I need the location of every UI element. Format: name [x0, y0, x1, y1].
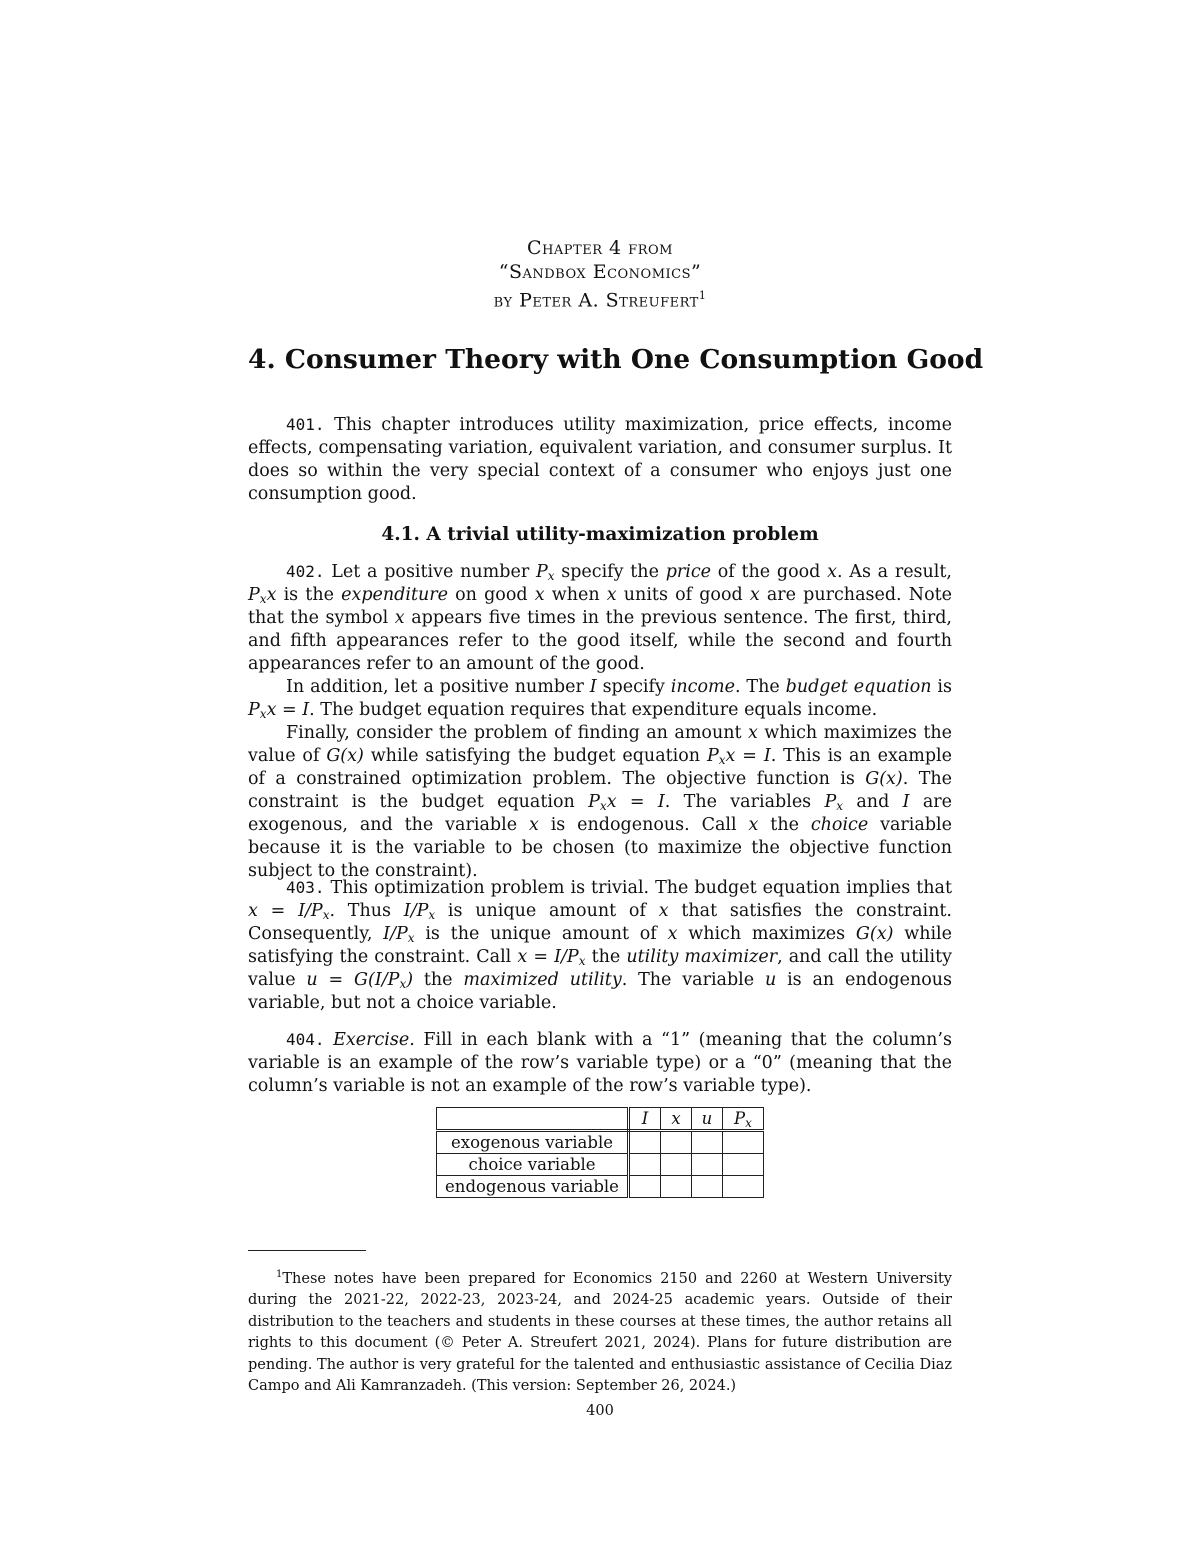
table-row: [437, 1131, 764, 1154]
table-row: [437, 1154, 764, 1176]
text-run: while satisfying the constraint. Call: [248, 924, 953, 967]
text-run: appears five times in the previous sentence. The first, third, and fifth appearances refer to the good itself, while the second and fourth appearances refer to an amount of the good.: [248, 608, 952, 674]
text-run: that satisfies the constraint. Consequently,: [248, 901, 952, 944]
math-budget-equation: $P_xx = I$: [706, 746, 771, 767]
math-Gx: G(x): [855, 924, 894, 944]
page-number: 400: [586, 1403, 614, 1419]
text-run: are exogenous, and the variable: [248, 792, 952, 835]
column-header-Px: $P_x$: [723, 1108, 764, 1131]
paragraph-402-problem: [248, 722, 952, 883]
math-x-equals: $x = I/P_x$: [517, 947, 586, 968]
text-run: which maximizes: [677, 924, 856, 944]
footnote-text: These notes have been prepared for Economics 2150 and 2260 at Western University during the 2021-22, 2022-23, 2023-24, and 2024-25 academic years. Outside of their distribution to the teachers and students in these courses at these times, the author retains all rights to this document (© Peter A. Streufert 2021, 2024). Plans for future distribution are pending. The author is very grateful for the talented and enthusiastic assistance of Cecilia Diaz Campo and Ali Kamranzadeh. (This version: September 26, 2024.): [248, 1270, 952, 1395]
blank-cell[interactable]: [629, 1131, 661, 1154]
paragraph-403: [248, 876, 952, 1015]
row-label-exogenous: exogenous variable: [437, 1131, 629, 1154]
chapter-title: 4. Consumer Theory with One Consumption Good: [248, 344, 984, 375]
row-label-choice: choice variable: [437, 1154, 629, 1176]
blank-cell[interactable]: [661, 1154, 692, 1176]
text-run: is unique amount of: [435, 901, 659, 921]
exercise-table: [436, 1107, 764, 1198]
text-run: is an endogenous variable, but not a choice variable.: [248, 970, 953, 1013]
math-x: x: [528, 815, 539, 835]
math-x: x: [748, 815, 759, 835]
paragraph-number: 401.: [286, 415, 325, 434]
text-run: which maximizes the value of: [248, 723, 952, 766]
math-x: x: [394, 608, 405, 628]
blank-cell[interactable]: [661, 1176, 692, 1198]
header-line-2: “Sandbox Economics”: [498, 261, 702, 283]
blank-cell[interactable]: [692, 1131, 723, 1154]
math-x: x: [534, 585, 545, 605]
math-I: I: [902, 792, 910, 812]
math-x-equals: $x = I/P_x$: [248, 901, 330, 922]
row-label-endogenous: endogenous variable: [437, 1176, 629, 1198]
header-line-1: Chapter 4 from: [527, 237, 673, 259]
paragraph-402-income: [248, 676, 952, 722]
math-x: x: [606, 585, 617, 605]
blank-cell[interactable]: [692, 1176, 723, 1198]
paragraph-401: [248, 413, 952, 506]
term-price: price: [665, 562, 712, 582]
text-run: when: [544, 585, 607, 605]
footnote: [248, 1264, 952, 1398]
text-run: . The budget equation requires that expenditure equals income.: [309, 700, 878, 720]
blank-cell[interactable]: [723, 1154, 764, 1176]
blank-cell[interactable]: [723, 1131, 764, 1154]
footnote-divider: [248, 1250, 366, 1251]
text-run: while satisfying the budget equation: [363, 746, 707, 766]
blank-cell[interactable]: [629, 1154, 661, 1176]
text-run: Let a positive number: [331, 562, 536, 582]
paragraph-number: 403.: [286, 878, 325, 897]
footnote-number: 1: [276, 1269, 283, 1280]
text-run: the: [585, 947, 627, 967]
text-run: This optimization problem is trivial. The budget equation implies that: [330, 878, 952, 898]
text-run: on good: [448, 585, 535, 605]
text-run: the: [413, 970, 464, 990]
paragraph-404: [248, 1028, 952, 1098]
blank-cell[interactable]: [661, 1131, 692, 1154]
text-run: . This is an example of a constrained optimization problem. The objective function is: [248, 746, 953, 789]
author-line: by Peter A. Streufert: [493, 289, 699, 312]
paragraph-number: 404.: [286, 1030, 325, 1049]
term-utility-maximizer: utility maximizer: [626, 947, 778, 967]
math-expenditure: $P_xx$: [248, 585, 277, 606]
column-header-u: u: [692, 1108, 723, 1131]
table-corner-cell: [437, 1108, 629, 1131]
math-u: u: [764, 970, 777, 990]
text-run: . The: [734, 677, 786, 697]
text-run: specify the: [554, 562, 666, 582]
blank-cell[interactable]: [692, 1154, 723, 1176]
header-line-3: [248, 284, 952, 312]
text-run: . The constraint is the budget equation: [248, 769, 952, 812]
paragraph-text: Fill in each blank with a “1” (meaning that the column’s variable is an example of the row’s variable type) or a “0” (meaning that the column’s variable is not an example of the row’s variable type).: [248, 1030, 952, 1096]
term-income: income: [670, 677, 735, 697]
math-Gx: G(x): [865, 769, 903, 789]
math-budget-equation: $P_xx = I$: [248, 700, 310, 721]
term-budget-equation: budget equation: [785, 677, 932, 697]
text-run: and: [843, 792, 903, 812]
text-run: is: [931, 677, 952, 697]
text-run: are purchased. Note that the symbol: [248, 585, 952, 628]
text-run: of the good: [711, 562, 828, 582]
math-ratio: $I/P_x$: [383, 924, 415, 945]
math-ratio: $I/P_x$: [403, 901, 436, 922]
text-run: . The variables: [664, 792, 825, 812]
paragraph-number: 402.: [286, 562, 325, 581]
text-run: . Thus: [329, 901, 404, 921]
table-header-row: [437, 1108, 764, 1131]
math-x: x: [827, 562, 837, 582]
paragraph-text: This chapter introduces utility maximization, price effects, income effects, compensating variation, equivalent variation, and consumer surplus. It does so within the very special context of a consumer who enjoys just one consumption good.: [248, 415, 952, 504]
section-title: 4.1. A trivial utility-maximization problem: [381, 524, 819, 545]
column-header-I: I: [629, 1108, 661, 1131]
text-run: is the unique amount of: [414, 924, 668, 944]
text-run: . The variable: [621, 970, 765, 990]
column-header-x: x: [661, 1108, 692, 1131]
book-header: [248, 236, 952, 312]
text-run: Finally, consider the problem of finding an amount: [286, 723, 748, 743]
math-maximized-utility: $u = G(I/P_x)$: [306, 970, 414, 991]
math-x: x: [667, 924, 678, 944]
math-x: x: [747, 723, 758, 743]
blank-cell[interactable]: [629, 1176, 661, 1198]
text-run: In addition, let a positive number: [286, 677, 590, 697]
math-x: x: [658, 901, 669, 921]
math-x: x: [749, 585, 760, 605]
math-price: $P_x$: [535, 562, 555, 583]
paragraph-402: [248, 560, 952, 676]
text-run: is the: [276, 585, 342, 605]
math-budget-equation: $P_xx = I$: [588, 792, 665, 813]
math-price: $P_x$: [824, 792, 844, 813]
text-run: variable because it is the variable to be chosen (to maximize the objective function subject to the constraint).: [248, 815, 952, 881]
text-run: , and call the utility value: [248, 947, 952, 990]
math-I: I: [589, 677, 597, 697]
text-run: the: [758, 815, 811, 835]
text-run: units of good: [616, 585, 750, 605]
text-run: . As a result,: [837, 562, 952, 582]
term-maximized-utility: maximized utility: [463, 970, 622, 990]
footnote-marker: 1: [698, 289, 707, 302]
table-row: [437, 1176, 764, 1198]
text-run: specify: [596, 677, 671, 697]
blank-cell[interactable]: [723, 1176, 764, 1198]
math-Gx: G(x): [326, 746, 364, 766]
text-run: is endogenous. Call: [538, 815, 749, 835]
term-expenditure: expenditure: [341, 585, 448, 605]
term-choice: choice: [810, 815, 869, 835]
document-page: [248, 0, 984, 1553]
exercise-label: Exercise.: [333, 1030, 415, 1050]
